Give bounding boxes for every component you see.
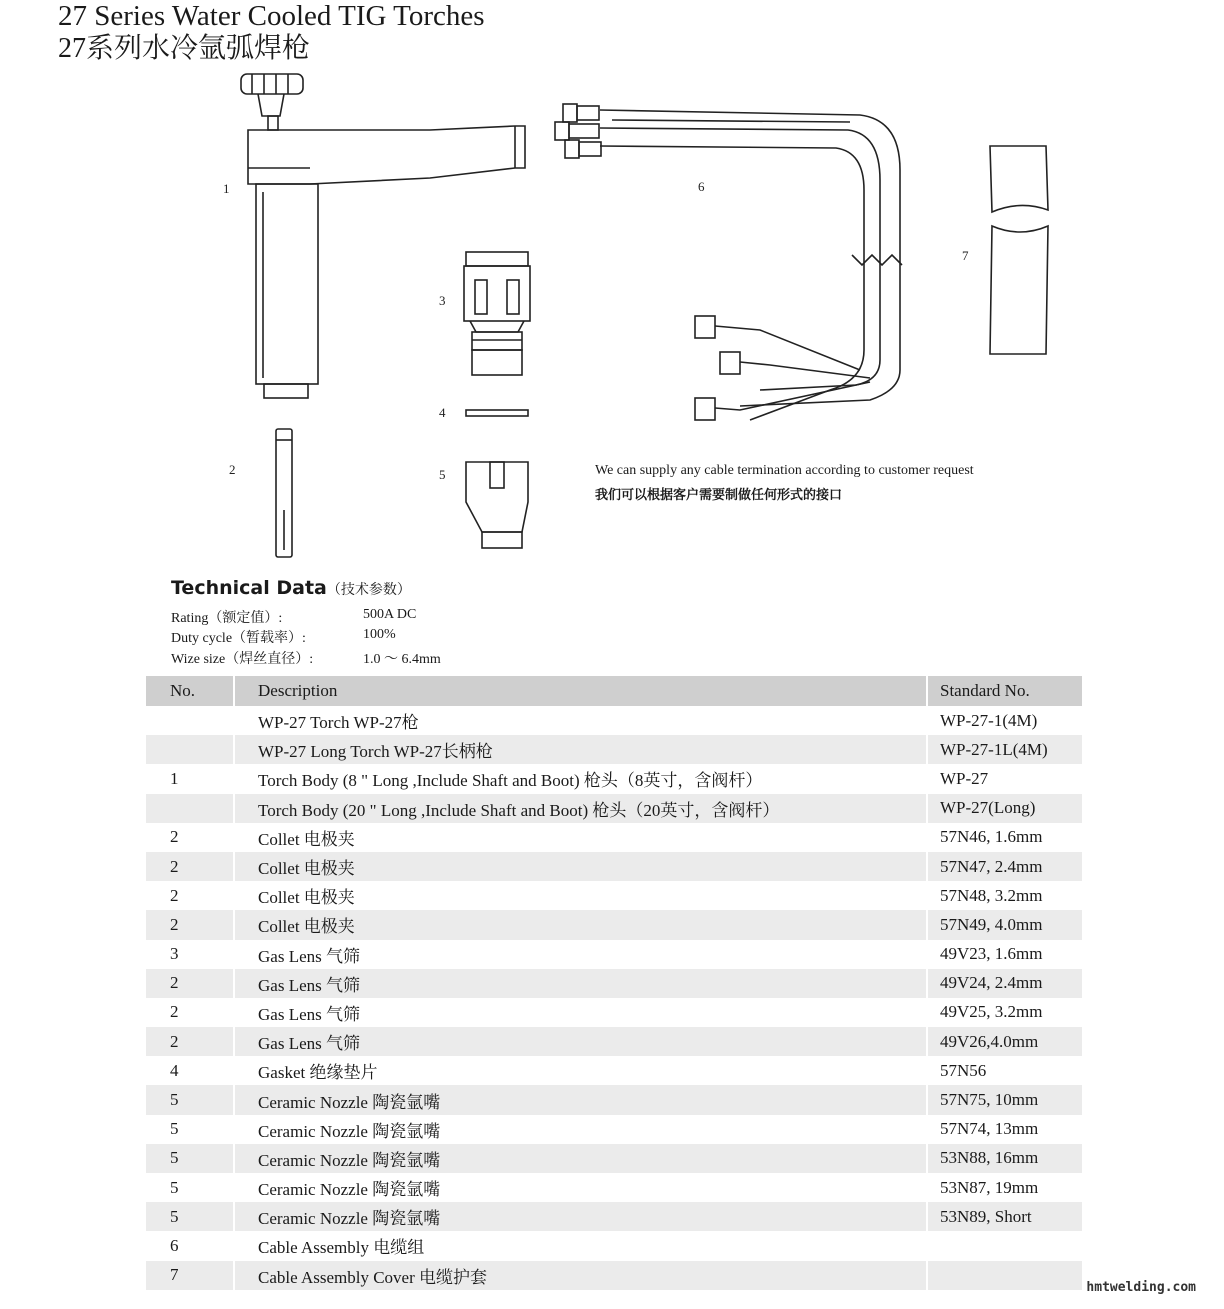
cell-description: Ceramic Nozzle 陶瓷氩嘴 <box>234 1173 927 1202</box>
spec-duty-cycle <box>171 627 396 647</box>
cell-description: Gas Lens 气筛 <box>234 998 927 1027</box>
cell-no <box>146 794 234 823</box>
cell-description: Gas Lens 气筛 <box>234 969 927 998</box>
cell-description: Ceramic Nozzle 陶瓷氩嘴 <box>234 1144 927 1173</box>
ceramic-nozzle-drawing <box>466 462 528 548</box>
cell-no: 6 <box>170 1235 179 1255</box>
column-header-description: Description <box>234 676 927 706</box>
table-row <box>146 735 1082 764</box>
cell-description: WP-27 Long Torch WP-27长柄枪 <box>234 735 927 764</box>
table-row <box>146 852 1082 881</box>
cell-description: Gasket 绝缘垫片 <box>234 1056 927 1085</box>
part-label-3: 3 <box>439 293 446 308</box>
cell-standard: WP-27(Long) <box>927 794 1082 823</box>
part-label-5: 5 <box>439 467 446 482</box>
part-label-7: 7 <box>962 248 969 263</box>
cell-standard: 53N88, 16mm <box>927 1144 1082 1173</box>
technical-data-heading <box>171 577 411 599</box>
table-row <box>146 1056 1082 1085</box>
cell-no: 3 <box>170 944 179 964</box>
table-row <box>146 969 1082 998</box>
cable-termination-note-chinese: 我们可以根据客户需要制做任何形式的接口 <box>595 488 843 503</box>
spec-label: Duty cycle（暂载率）: <box>171 631 306 646</box>
cell-description: Cable Assembly Cover 电缆护套 <box>234 1261 927 1290</box>
cell-description: WP-27 Torch WP-27枪 <box>234 706 927 735</box>
cell-standard: 53N87, 19mm <box>927 1173 1082 1202</box>
part-label-1: 1 <box>223 181 230 196</box>
cell-standard <box>927 1261 1082 1290</box>
table-row <box>146 1027 1082 1056</box>
cable-termination-note: We can supply any cable termination according to customer request <box>595 463 974 478</box>
cell-description: Ceramic Nozzle 陶瓷氩嘴 <box>234 1115 927 1144</box>
table-row <box>146 794 1082 823</box>
cell-description: Ceramic Nozzle 陶瓷氩嘴 <box>234 1202 927 1231</box>
cell-no: 4 <box>170 1060 179 1080</box>
cell-standard: 57N75, 10mm <box>927 1085 1082 1114</box>
cell-no: 2 <box>146 969 234 998</box>
cell-no: 2 <box>146 1027 234 1056</box>
cell-standard <box>927 1231 1082 1260</box>
cell-no: 7 <box>146 1261 234 1290</box>
cell-standard: 57N47, 2.4mm <box>927 852 1082 881</box>
table-row <box>146 881 1082 910</box>
cell-description: Collet 电极夹 <box>234 910 927 939</box>
cell-standard: 49V23, 1.6mm <box>927 940 1082 969</box>
table-row <box>146 1144 1082 1173</box>
spec-label: Rating（额定值）: <box>171 611 283 626</box>
gas-lens-drawing <box>464 252 530 375</box>
cell-description: Collet 电极夹 <box>234 852 927 881</box>
table-row <box>146 1085 1082 1114</box>
page-title-chinese: 27系列水冷氩弧焊枪 <box>58 33 311 64</box>
part-label-6: 6 <box>698 179 705 194</box>
cell-no: 2 <box>170 827 179 847</box>
cell-no <box>146 706 234 735</box>
cell-no: 1 <box>170 768 179 788</box>
cell-standard: WP-27-1(4M) <box>927 706 1082 735</box>
cell-standard: 49V24, 2.4mm <box>927 969 1082 998</box>
cell-description: Torch Body (20 " Long ,Include Shaft and Boot) 枪头（20英寸，含阀杆） <box>234 794 927 823</box>
cell-description: Cable Assembly 电缆组 <box>234 1231 927 1260</box>
spec-value: 100% <box>363 627 396 642</box>
gasket-drawing <box>466 410 528 416</box>
cell-no: 5 <box>146 1085 234 1114</box>
cable-cover-drawing <box>990 146 1048 354</box>
cell-no: 2 <box>170 885 179 905</box>
cable-assembly-drawing <box>555 104 902 420</box>
spec-label: Wize size（焊丝直径）: <box>171 652 314 667</box>
cell-description: Collet 电极夹 <box>234 881 927 910</box>
collet-drawing <box>276 429 292 557</box>
spec-rating <box>171 607 417 627</box>
cell-standard: 53N89, Short <box>927 1202 1082 1231</box>
cell-description: Torch Body (8 " Long ,Include Shaft and Boot) 枪头（8英寸，含阀杆） <box>234 764 927 793</box>
cell-standard: 57N46, 1.6mm <box>927 823 1082 852</box>
cell-standard: 49V26,4.0mm <box>927 1027 1082 1056</box>
cell-no: 2 <box>170 1002 179 1022</box>
cell-no <box>146 735 234 764</box>
table-row <box>146 1173 1082 1202</box>
cell-no: 5 <box>170 1119 179 1139</box>
column-header-no: No. <box>146 676 234 706</box>
cell-standard: WP-27-1L(4M) <box>927 735 1082 764</box>
page-title: 27 Series Water Cooled TIG Torches <box>58 0 485 32</box>
cell-standard: WP-27 <box>927 764 1082 793</box>
watermark: hmtwelding.com <box>1086 1280 1196 1295</box>
part-label-2: 2 <box>229 462 236 477</box>
table-row <box>146 1231 1082 1260</box>
spec-wire-size <box>171 648 441 668</box>
table-row <box>146 1115 1082 1144</box>
table-row <box>146 706 1082 735</box>
column-header-standard: Standard No. <box>927 676 1082 706</box>
part-label-4: 4 <box>439 405 446 420</box>
cell-description: Collet 电极夹 <box>234 823 927 852</box>
cell-standard: 49V25, 3.2mm <box>927 998 1082 1027</box>
table-row <box>146 1261 1082 1290</box>
cell-no: 2 <box>146 852 234 881</box>
cell-standard: 57N48, 3.2mm <box>927 881 1082 910</box>
cell-no: 5 <box>146 1144 234 1173</box>
table-header-row <box>146 676 1082 706</box>
table-row <box>146 940 1082 969</box>
cell-no: 2 <box>146 910 234 939</box>
spec-value: 500A DC <box>363 607 417 622</box>
table-row <box>146 910 1082 939</box>
cell-description: Ceramic Nozzle 陶瓷氩嘴 <box>234 1085 927 1114</box>
cell-standard: 57N49, 4.0mm <box>927 910 1082 939</box>
cell-no: 5 <box>146 1202 234 1231</box>
table-row <box>146 764 1082 793</box>
table-row <box>146 998 1082 1027</box>
parts-table <box>146 676 1082 1290</box>
cell-description: Gas Lens 气筛 <box>234 940 927 969</box>
cell-description: Gas Lens 气筛 <box>234 1027 927 1056</box>
table-row <box>146 1202 1082 1231</box>
spec-value: 1.0 ～ 6.4mm <box>363 652 441 667</box>
cell-standard: 57N56 <box>927 1056 1082 1085</box>
cell-no: 5 <box>170 1177 179 1197</box>
technical-data-title-chinese: （技术参数） <box>326 582 411 598</box>
table-row <box>146 823 1082 852</box>
cell-standard: 57N74, 13mm <box>927 1115 1082 1144</box>
technical-data-title: Technical Data <box>171 577 327 599</box>
